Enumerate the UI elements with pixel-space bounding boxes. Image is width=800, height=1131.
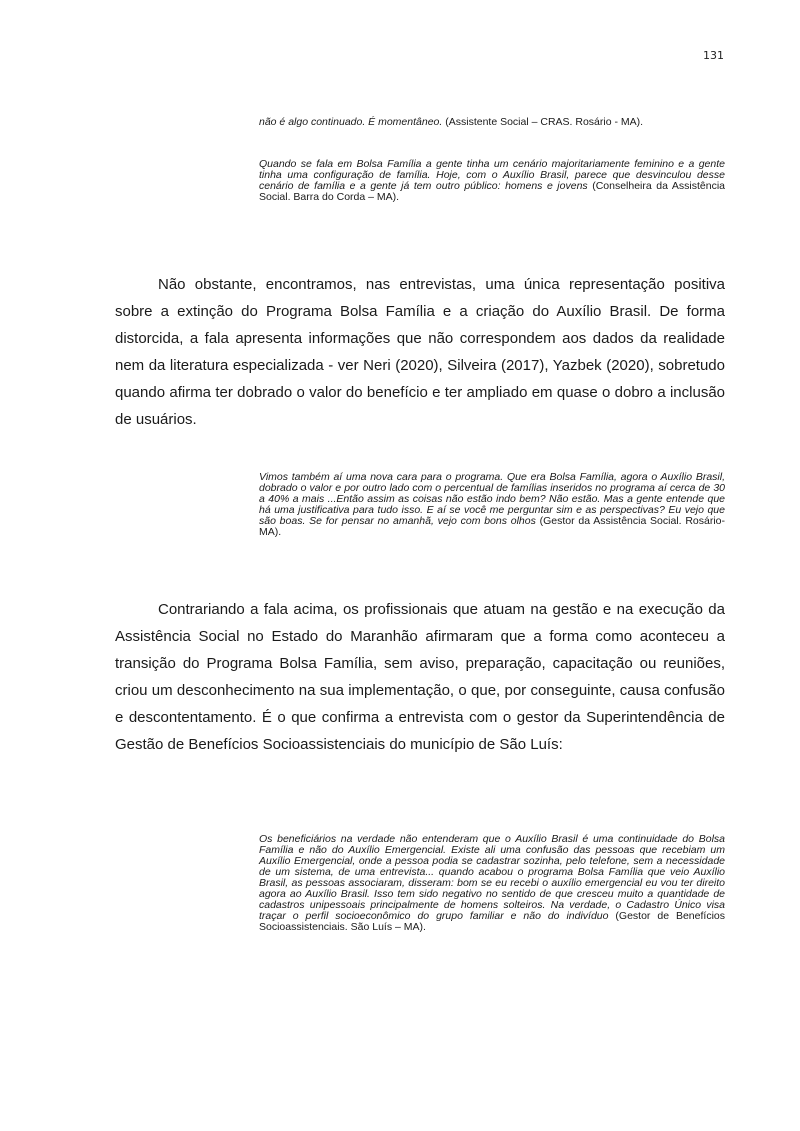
quote-2-italic: Quando se fala em Bolsa Família a gente tinha um cenário majoritariamente feminino e a gente tinha uma configuração de família. Hoje, com o Auxílio Brasil, parece que desvinculou desse cenário de família e a gente já tem outro público: homens e jovens — [259, 158, 725, 192]
block-quote-2 — [259, 159, 725, 203]
block-quote-4 — [259, 834, 725, 933]
page-number: 131 — [703, 49, 724, 62]
quote-1-attribution: (Assistente Social – CRAS. Rosário - MA). — [442, 116, 644, 128]
quote-3-attribution: (Gestor da Assistência Social. Rosário-MA). — [259, 515, 726, 538]
quote-4-attribution: (Gestor de Benefícios Socioassistenciais. São Luís – MA). — [259, 910, 725, 933]
quote-4-italic: Os beneficiários na verdade não entenderam que o Auxílio Brasil é uma continuidade do Bolsa Família e não do Auxílio Emergencial. Existe ali uma confusão das pessoas que recebiam um Auxílio Emergencial, onde a pessoa podia se cadastrar sozinha, pelo telefone, sem a necessidade de um sistema, de uma entrevista... quando acabou o programa Bolsa Família que veio Auxílio Brasil, as pessoas associaram, disseram: bom se eu recebi o auxílio emergencial eu vou ter direito agora ao Auxílio Brasil. Isso tem sido negativo no sentido de que cresceu muito a quantidade de cadastros unipessoais principalmente de homens solteiros. Na verdade, o Cadastro Único visa traçar o perfil socioeconômico do grupo familiar e não do indivíduo — [259, 833, 725, 922]
body-paragraph-2: Contrariando a fala acima, os profissionais que atuam na gestão e na execução da Assistência Social no Estado do Maranhão afirmaram que a forma como aconteceu a transição do Programa Bolsa Família, sem aviso, preparação, capacitação ou reuniões, criou um desconhecimento na sua implementação, o que, por conseguinte, causa confusão e descontentamento. É o que confirma a entrevista com o gestor da Superintendência de Gestão de Benefícios Socioassistenciais do município de São Luís: — [115, 601, 725, 753]
quote-3-italic: Vimos também aí uma nova cara para o programa. Que era Bolsa Família, agora o Auxílio Brasil, dobrado o valor e por outro lado com o percentual de famílias inseridos no programa aí cerca de 30 a 40% a mais ...Então assim as coisas não estão indo bem? Não estão. Mas a gente entende que há uma justificativa para tudo isso. E aí se você me perguntar sim e as perspectivas? Eu vejo que são boas. Se for pensar no amanhã, vejo com bons olhos — [259, 471, 725, 527]
block-quote-1 — [259, 117, 725, 128]
quote-1-italic: não é algo continuado. É momentâneo. — [259, 116, 443, 128]
quote-2-attribution: (Conselheira da Assistência Social. Barra do Corda – MA). — [259, 180, 725, 203]
block-quote-3 — [259, 472, 725, 538]
body-paragraph-1: Não obstante, encontramos, nas entrevistas, uma única representação positiva sobre a extinção do Programa Bolsa Família e a criação do Auxílio Brasil. De forma distorcida, a fala apresenta informações que não correspondem aos dados da realidade nem da literatura especializada - ver Neri (2020), Silveira (2017), Yazbek (2020), sobretudo quando afirma ter dobrado o valor do benefício e ter ampliado em quase o dobro a inclusão de usuários. — [115, 276, 725, 428]
